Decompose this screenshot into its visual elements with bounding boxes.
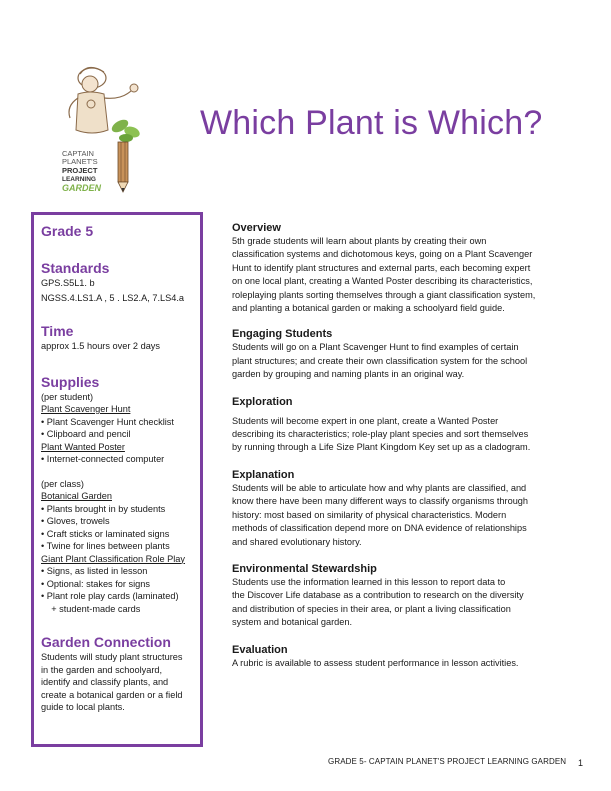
- per-student-label: (per student): [41, 391, 94, 402]
- sidebar-box: [31, 212, 203, 747]
- section-line: on one local plant, creating a Wanted Poster describing its characteristics,: [232, 276, 533, 287]
- explanation-section: [232, 468, 562, 549]
- svg-text:PROJECT: PROJECT: [62, 166, 98, 175]
- page-title: Which Plant is Which?: [200, 104, 543, 142]
- captain-planet-logo: [60, 60, 170, 210]
- page-footer: GRADE 5- CAPTAIN PLANET'S PROJECT LEARNING GARDEN: [328, 757, 567, 766]
- supply-item: • Internet-connected computer: [41, 454, 165, 464]
- supply-item: • Signs, as listed in lesson: [41, 566, 148, 576]
- section-line: and planting a botanical garden or making a schoolyard field guide.: [232, 303, 505, 314]
- section-line: Hunt to identify plant structures and external parts, each becoming expert: [232, 262, 531, 273]
- section-line: and distribution of species in their area, or plant a living classification: [232, 603, 511, 614]
- garden-connection-heading: Garden Connection: [41, 634, 171, 650]
- standard-item: GPS.S5L1. b: [41, 278, 95, 288]
- environmental-stewardship-section: [232, 562, 562, 630]
- role-play-subheading: Giant Plant Classification Role Play: [41, 553, 186, 564]
- supply-item: • Gloves, trowels: [41, 516, 110, 526]
- page-number: 1: [578, 758, 584, 768]
- grade-heading: Grade 5: [41, 223, 94, 239]
- superhero-pencil-icon: [60, 60, 170, 210]
- section-line: garden by grouping and naming plants in an original way.: [232, 369, 465, 380]
- svg-text:CAPTAIN: CAPTAIN: [62, 149, 94, 158]
- section-heading: Explanation: [232, 468, 295, 481]
- section-line: history: most based on similarity of physical characteristics. Modern: [232, 509, 507, 520]
- svg-text:PLANET'S: PLANET'S: [62, 157, 98, 166]
- section-line: Students will become expert in one plant, create a Wanted Poster: [232, 415, 499, 426]
- standard-item: NGSS.4.LS1.A , 5 . LS2.A, 7.LS4.a: [41, 292, 185, 303]
- section-line: and shared evolutionary history.: [232, 536, 362, 547]
- section-line: know there have been many different ways to classify organisms through: [232, 496, 529, 507]
- section-line: plant structures; and create their own classification system for the school: [232, 355, 528, 366]
- main-content: [232, 221, 562, 670]
- engaging-students-section: [232, 327, 562, 381]
- section-heading: Engaging Students: [232, 328, 333, 341]
- supply-item: + student-made cards: [41, 603, 141, 614]
- section-heading: Evaluation: [232, 643, 288, 656]
- garden-connection-line: Students will study plant structures: [41, 652, 183, 662]
- section-line: classification systems and dichotomous keys, going on a Plant Scavenger: [232, 249, 533, 260]
- overview-section: [232, 221, 562, 315]
- garden-connection-line: identify and classify plants, and: [41, 677, 169, 687]
- scavenger-hunt-subheading: Plant Scavenger Hunt: [41, 404, 131, 414]
- section-line: methods of classification depend more on DNA evidence of relationships: [232, 523, 527, 534]
- garden-connection-line: in the garden and schoolyard,: [41, 664, 163, 675]
- svg-text:GARDEN: GARDEN: [62, 183, 102, 193]
- section-heading: Environmental Stewardship: [232, 562, 377, 575]
- standards-heading: Standards: [41, 260, 110, 276]
- supply-item: • Twine for lines between plants: [41, 541, 170, 551]
- supplies-heading: Supplies: [41, 373, 100, 390]
- supply-item: • Craft sticks or laminated signs: [41, 528, 170, 539]
- section-line: by running through a Life Size Plant Kingdom Key set up as a cladogram.: [232, 442, 531, 453]
- section-line: describing its characteristics; role-play plant species and sort themselves: [232, 429, 529, 440]
- section-line: 5th grade students will learn about plants by creating their own: [232, 236, 487, 246]
- evaluation-section: [232, 643, 562, 670]
- section-line: system and botanical garden.: [232, 617, 353, 628]
- supply-item: • Plants brought in by students: [41, 503, 166, 514]
- exploration-section: [232, 395, 562, 455]
- time-heading: Time: [41, 323, 74, 339]
- svg-text:LEARNING: LEARNING: [62, 176, 96, 183]
- per-class-label: (per class): [41, 478, 84, 489]
- section-heading: Overview: [232, 222, 281, 234]
- section-line: roleplaying plants sorting themselves through a giant classification system,: [232, 289, 536, 300]
- supply-item: • Plant role play cards (laminated): [41, 591, 179, 601]
- section-line: Students will go on a Plant Scavenger Hunt to find examples of certain: [232, 342, 519, 353]
- time-text: approx 1.5 hours over 2 days: [41, 341, 160, 351]
- supply-item: • Plant Scavenger Hunt checklist: [41, 416, 174, 427]
- supply-item: • Optional: stakes for signs: [41, 578, 150, 589]
- section-line: Students use the information learned in this lesson to report data to: [232, 576, 506, 587]
- garden-connection-line: create a botanical garden or a field: [41, 689, 183, 700]
- botanical-garden-subheading: Botanical Garden: [41, 491, 112, 501]
- section-line: A rubric is available to assess student performance in lesson activities.: [232, 657, 519, 668]
- wanted-poster-subheading: Plant Wanted Poster: [41, 441, 125, 452]
- section-line: the Discover Life database as a contribution to research on the diversity: [232, 590, 524, 601]
- section-heading: Exploration: [232, 395, 293, 408]
- garden-connection-line: guide to local plants.: [41, 702, 125, 712]
- supply-item: • Clipboard and pencil: [41, 429, 131, 439]
- section-line: Students will be able to articulate how and why plants are classified, and: [232, 482, 527, 493]
